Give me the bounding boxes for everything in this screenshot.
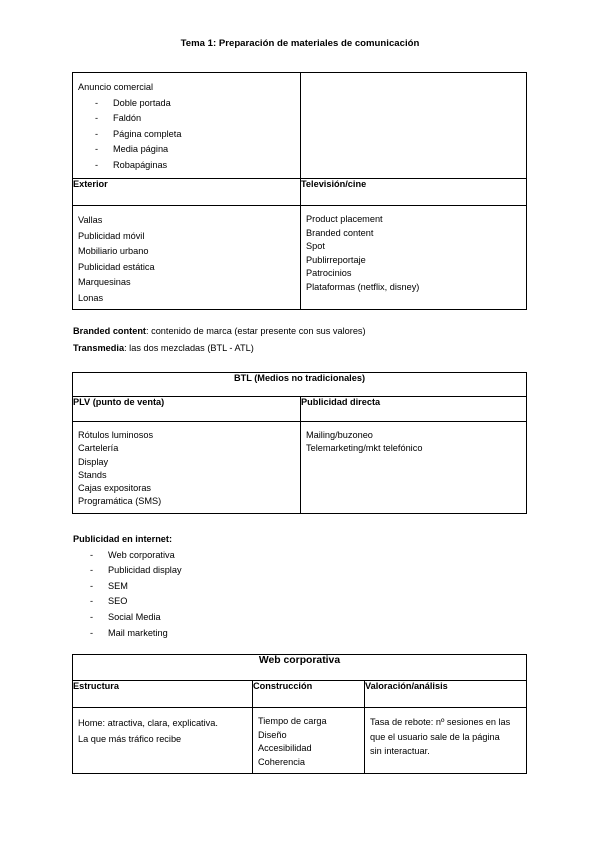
valoracion-line: que el usuario sale de la página: [370, 731, 500, 742]
transmedia-text: : las dos mezcladas (BTL - ATL): [124, 343, 254, 353]
tv-header: Televisión/cine: [301, 179, 527, 206]
list-item: Rótulos luminosos: [78, 430, 154, 440]
construccion-cell: [253, 708, 365, 774]
list-item: - Web corporativa: [73, 548, 182, 564]
list-item: Tiempo de carga: [258, 716, 327, 726]
list-item: - Página completa: [78, 127, 295, 143]
directa-list: [306, 429, 521, 456]
list-item: - Publicidad display: [73, 563, 182, 579]
exterior-cell: [73, 206, 301, 310]
list-item: Telemarketing/mkt telefónico: [306, 443, 423, 454]
list-item: Programática (SMS): [78, 496, 162, 507]
construccion-list: [258, 715, 359, 769]
list-item: Publicidad estática: [78, 261, 155, 272]
list-item: - Media página: [78, 142, 295, 158]
anuncio-title: Anuncio comercial: [78, 82, 154, 92]
list-item: Mobiliario urbano: [78, 246, 149, 257]
construccion-header: Construcción: [253, 681, 365, 708]
tv-list: [306, 213, 521, 295]
list-item: Vallas: [78, 215, 103, 225]
list-item: - Doble portada: [78, 96, 295, 112]
list-item: - Robapáginas: [78, 158, 295, 174]
directa-header: Publicidad directa: [301, 397, 527, 422]
tv-cell: [301, 206, 527, 310]
transmedia-definition: [73, 343, 254, 353]
list-item: Display: [78, 456, 109, 467]
list-item: Product placement: [306, 214, 383, 224]
list-item: Patrocinios: [306, 268, 352, 279]
estructura-line: Home: atractiva, clara, explicativa.: [78, 718, 218, 728]
list-item: Lonas: [78, 292, 104, 303]
internet-list: [73, 548, 182, 642]
plv-list: [78, 429, 295, 509]
list-item: - Social Media: [73, 610, 182, 626]
transmedia-label: Transmedia: [73, 343, 125, 353]
list-item: Marquesinas: [78, 277, 131, 288]
empty-cell: [301, 73, 527, 179]
list-item: Branded content: [306, 227, 374, 238]
directa-cell: [301, 422, 527, 514]
list-item: - Faldón: [78, 111, 295, 127]
valoracion-header: Valoración/análisis: [365, 681, 527, 708]
list-item: Accesibilidad: [258, 743, 312, 753]
anuncio-list: [78, 96, 295, 174]
list-item: Publirreportaje: [306, 254, 366, 265]
page-title: Tema 1: Preparación de materiales de comunicación: [180, 38, 420, 49]
estructura-header: Estructura: [73, 681, 253, 708]
list-item: Cartelería: [78, 443, 119, 454]
list-item: Stands: [78, 469, 107, 480]
btl-table: [72, 372, 527, 514]
list-item: - SEO: [73, 594, 182, 610]
web-corporativa-table: [72, 654, 527, 774]
internet-label: Publicidad en internet:: [73, 534, 173, 544]
internet-section: [73, 532, 182, 641]
web-title: Web corporativa: [73, 655, 527, 681]
media-table: [72, 72, 527, 310]
plv-header: PLV (punto de venta): [73, 397, 301, 422]
list-item: Cajas expositoras: [78, 483, 152, 494]
list-item: Mailing/buzoneo: [306, 430, 373, 440]
exterior-list: [78, 213, 295, 307]
list-item: Plataformas (netflix, disney): [306, 281, 420, 292]
branded-content-label: Branded content: [73, 326, 146, 336]
plv-cell: [73, 422, 301, 514]
valoracion-cell: [365, 708, 527, 774]
anuncio-cell: [73, 73, 301, 179]
branded-content-definition: [73, 326, 366, 336]
exterior-header: Exterior: [73, 179, 301, 206]
list-item: - Mail marketing: [73, 626, 182, 642]
list-item: Publicidad móvil: [78, 230, 145, 241]
list-item: Coherencia: [258, 756, 305, 767]
btl-title: BTL (Medios no tradicionales): [73, 373, 527, 397]
branded-content-text: : contenido de marca (estar presente con sus valores): [146, 326, 366, 336]
list-item: Spot: [306, 241, 325, 252]
estructura-line: La que más tráfico recibe: [78, 734, 182, 744]
valoracion-line: Tasa de rebote: nº sesiones en las: [370, 717, 511, 727]
estructura-cell: [73, 708, 253, 774]
list-item: - SEM: [73, 579, 182, 595]
valoracion-line: sin interactuar.: [370, 746, 430, 756]
list-item: Diseño: [258, 729, 287, 740]
